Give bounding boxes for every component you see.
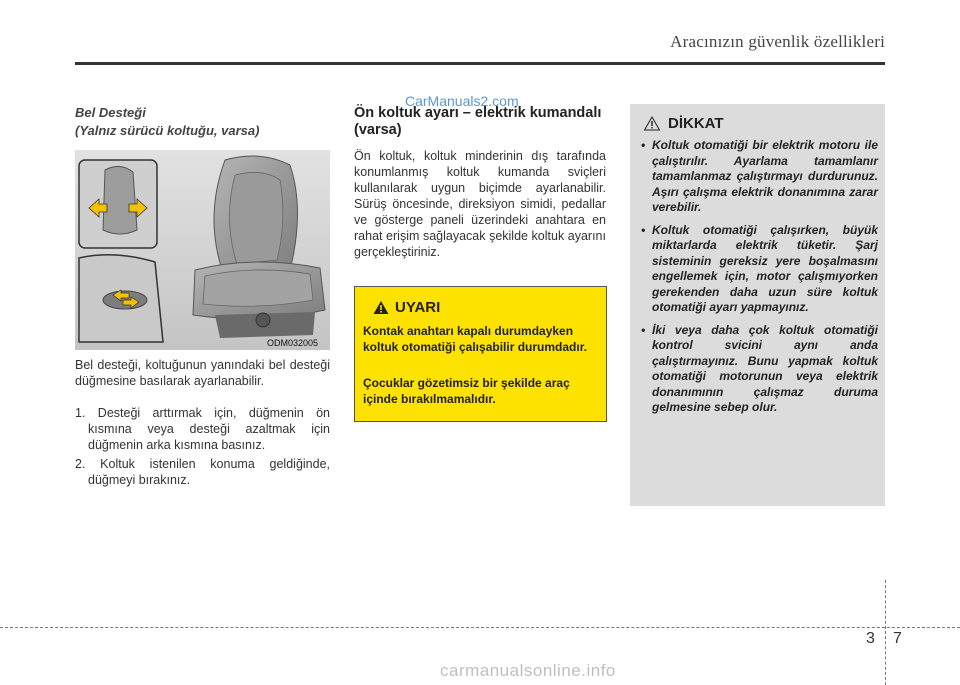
chapter-number: 3	[866, 630, 875, 647]
lumbar-steps-list	[75, 405, 330, 491]
caution-list	[638, 138, 878, 423]
header-rule	[75, 62, 885, 65]
caution-item-1-text: Koltuk otomatiği bir elektrik motoru ile çalıştırılır. Ayarlama tamamlanır tamamlanmaz çalıştırmayı durdurunuz. Aşırı çalışma elektrik donanımına zarar verebilir.	[652, 138, 878, 214]
caution-heading-text: DİKKAT	[668, 115, 724, 132]
lumbar-step-2: 2. Koltuk istenilen konuma geldiğinde, düğmeyi bırakınız.	[75, 457, 330, 487]
power-seat-section-title: Ön koltuk ayarı – elektrik kumandalı (varsa)	[354, 105, 602, 138]
warning-box	[354, 286, 607, 422]
page-header-title: Aracınızın güvenlik özellikleri	[670, 32, 885, 51]
warning-heading-text: UYARI	[395, 299, 441, 316]
watermark-top: CarManuals2.com	[405, 93, 519, 109]
lumbar-step-1: 1. Desteği arttırmak için, düğmenin ön kısmına veya desteği azaltmak için düğmenin arka kısmına basınız.	[75, 406, 330, 452]
lumbar-title-line2: (Yalnız sürücü koltuğu, varsa)	[75, 123, 260, 138]
seat-illustration	[75, 150, 330, 350]
caution-triangle-icon	[644, 116, 660, 131]
caution-item-1: • Koltuk otomatiği bir elektrik motoru ile çalıştırılır. Ayarlama tamamlanır tamamlanmaz çalıştırmayı durdurunuz. Aşırı çalışma elektrik donanımına zarar verebilir.	[641, 138, 878, 214]
warning-text-2: Çocuklar gözetimsiz bir şekilde araç içinde bırakılmamalıdır.	[363, 376, 570, 406]
lumbar-section-title	[75, 104, 330, 140]
caution-box	[630, 104, 885, 506]
caution-item-2-text: Koltuk otomatiği çalışırken, büyük miktarlarda elektrik tüketir. Şarj sisteminin gereksiz yere boşalmasını engellemek için, motor çalışmıyorken gerekenden daha uzun süre koltuk otomatiği ayarı yapmayınız.	[652, 222, 878, 314]
warning-text-1: Kontak anahtarı kapalı durumdayken koltuk otomatiği çalışabilir durumdadır.	[363, 324, 588, 354]
caution-item-2: • Koltuk otomatiği çalışırken, büyük miktarlarda elektrik tüketir. Şarj sisteminin gereksiz yere boşalmasını engellemek için, motor çalışmıyorken gerekenden daha uzun süre koltuk otomatiği ayarı yapmayınız.	[641, 222, 878, 314]
footer-divider	[885, 580, 886, 685]
caution-item-3: • İki veya daha çok koltuk otomatiği kontrol svicini aynı anda çalıştırmayınız. Bunu yapmak koltuk otomatiği motorunun veya elektrik donanımının çalışmaz duruma gelmesine sebep olur.	[641, 322, 878, 414]
warning-heading	[373, 299, 440, 316]
figure-code: ODM032005	[267, 338, 319, 348]
lumbar-title-line1: Bel Desteği	[75, 105, 146, 120]
page-number: 7	[893, 630, 902, 647]
lumbar-intro-text: Bel desteği, koltuğunun yanındaki bel desteği düğmesine basılarak ayarlanabilir.	[75, 358, 330, 388]
footer-rule	[0, 627, 960, 628]
warning-triangle-icon	[373, 300, 389, 315]
power-seat-body-text: Ön koltuk, koltuk minderinin dış tarafında konumlanmış koltuk kumanda sviçleri kullanılarak uygun biçimde ayarlanabilir. Sürüş öncesinde, direksiyon simidi, pedallar ve gösterge paneli üzerindeki anahtara en rahat erişim sağlayacak şekilde koltuk ayarını gerçekleştiriniz.	[354, 149, 606, 259]
seat-image	[75, 150, 330, 350]
watermark-bottom: carmanualsonline.info	[440, 661, 616, 680]
caution-item-3-text: İki veya daha çok koltuk otomatiği kontrol svicini aynı anda çalıştırmayınız. Bunu yapmak koltuk otomatiği motorunun veya elektrik donanımının çalışmaz duruma gelmesine sebep olur.	[652, 322, 878, 414]
caution-heading	[644, 115, 724, 132]
